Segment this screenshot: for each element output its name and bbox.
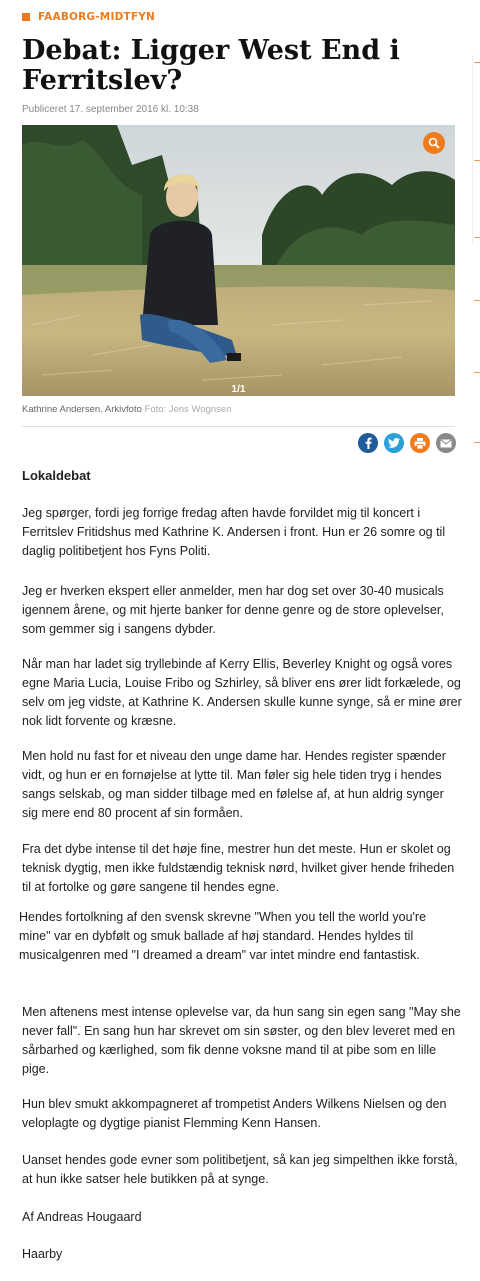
sidebar-marker [474, 442, 480, 443]
sidebar-marker [474, 62, 480, 63]
divider [22, 426, 455, 427]
section-tag[interactable] [22, 10, 155, 24]
facebook-icon [363, 437, 373, 449]
hero-photo [22, 125, 455, 396]
article-lead: Lokaldebat [22, 468, 91, 483]
share-twitter-button[interactable] [384, 433, 404, 453]
article-paragraph: Hun blev smukt akkompagneret af trompetist Anders Wilkens Nielsen og den veloplagte og dygtige pianist Flemming Kenn Hansen. [22, 1097, 447, 1130]
share-facebook-button[interactable] [358, 433, 378, 453]
article-paragraph: Men aftenens mest intense oplevelse var, da hun sang sin egen sang "May she never fall". En sang hun har skrevet om sin søster, og den blev leveret med en sårbarhed og kærlighed, som fik denne voksne mand til at pibe som en lille pige. [22, 1005, 461, 1076]
photo-credit: Foto: Jens Wognsen [144, 404, 232, 415]
caption-text: Kathrine Andersen. Arkivfoto [22, 404, 142, 415]
sidebar-marker [474, 300, 480, 301]
hero-image[interactable] [22, 125, 455, 396]
magnifier-icon [428, 137, 440, 149]
sidebar-marker [474, 160, 480, 161]
article-paragraph: Når man har ladet sig tryllebinde af Kerry Ellis, Beverley Knight og også vores egne Maria Lucia, Louise Fribo og Szhirley, så bliver ens ører lidt forkælede, og selv om jeg vidste, at Kathrine K. Andersen skulle kunne synge, så er mine ører nok lidt forvente og kræsne. [22, 657, 462, 728]
article-signature: Af Andreas Hougaard [22, 1210, 142, 1224]
publish-date: Publiceret 17. september 2016 kl. 10:38 [22, 104, 199, 115]
twitter-icon [388, 438, 400, 448]
article-paragraph: Fra det dybe intense til det høje fine, mestrer hun det meste. Hun er skolet og teknisk dygtig, men ikke fuldstændig teknisk nørd, hvilket giver hende friheden til at fortolke og gøre sangene til hendes egne. [22, 842, 455, 894]
article-headline: Debat: Ligger West End i Ferritslev? [22, 35, 400, 96]
image-caption [22, 404, 232, 415]
sidebar-marker [474, 372, 480, 373]
section-label: FAABORG-MIDTFYN [38, 11, 156, 23]
article-paragraph: Jeg spørger, fordi jeg forrige fredag aften havde forvildet mig til koncert i Ferritslev Fritidshus med Kathrine K. Andersen i front. Hun er 26 somre og til daglig politibetjent hos Fyns Politi. [22, 506, 446, 558]
print-icon [414, 438, 426, 449]
email-icon [440, 439, 452, 448]
print-button[interactable] [410, 433, 430, 453]
zoom-button[interactable] [423, 132, 445, 154]
article-location: Haarby [22, 1247, 63, 1261]
article-paragraph: Jeg er hverken ekspert eller anmelder, men har dog set over 30-40 musicals igennem årene, og mit hjerte banker for denne genre og de store oplevelser, som gemmer sig i sangens dybder. [22, 584, 444, 636]
sidebar-edge [472, 55, 480, 245]
sidebar-marker [474, 237, 480, 238]
article-paragraph: Men hold nu fast for et niveau den unge dame har. Hendes register spænder vidt, og hun er en fornøjelse at lytte til. Man føler sig hele tiden tryg i hendes sangs selskab, og man sidder tilbage med en følelse af, at hun aldrig synger sig mere end 80 procent af sin formåen. [22, 749, 446, 820]
email-button[interactable] [436, 433, 456, 453]
section-square-icon [22, 13, 30, 21]
article-paragraph: Uanset hendes gode evner som politibetjent, så kan jeg simpelthen ikke forstå, at hun ikke satser hele butikken på at synge. [22, 1153, 458, 1186]
article-paragraph: Hendes fortolkning af den svensk skrevne "When you tell the world you're mine" var en dybfølt og smuk ballade af høj standard. Hendes hyldes til musicalgenren med "I dreamed a dream" var intet mindre end fantastisk. [19, 910, 427, 962]
image-counter: 1/1 [231, 384, 246, 395]
